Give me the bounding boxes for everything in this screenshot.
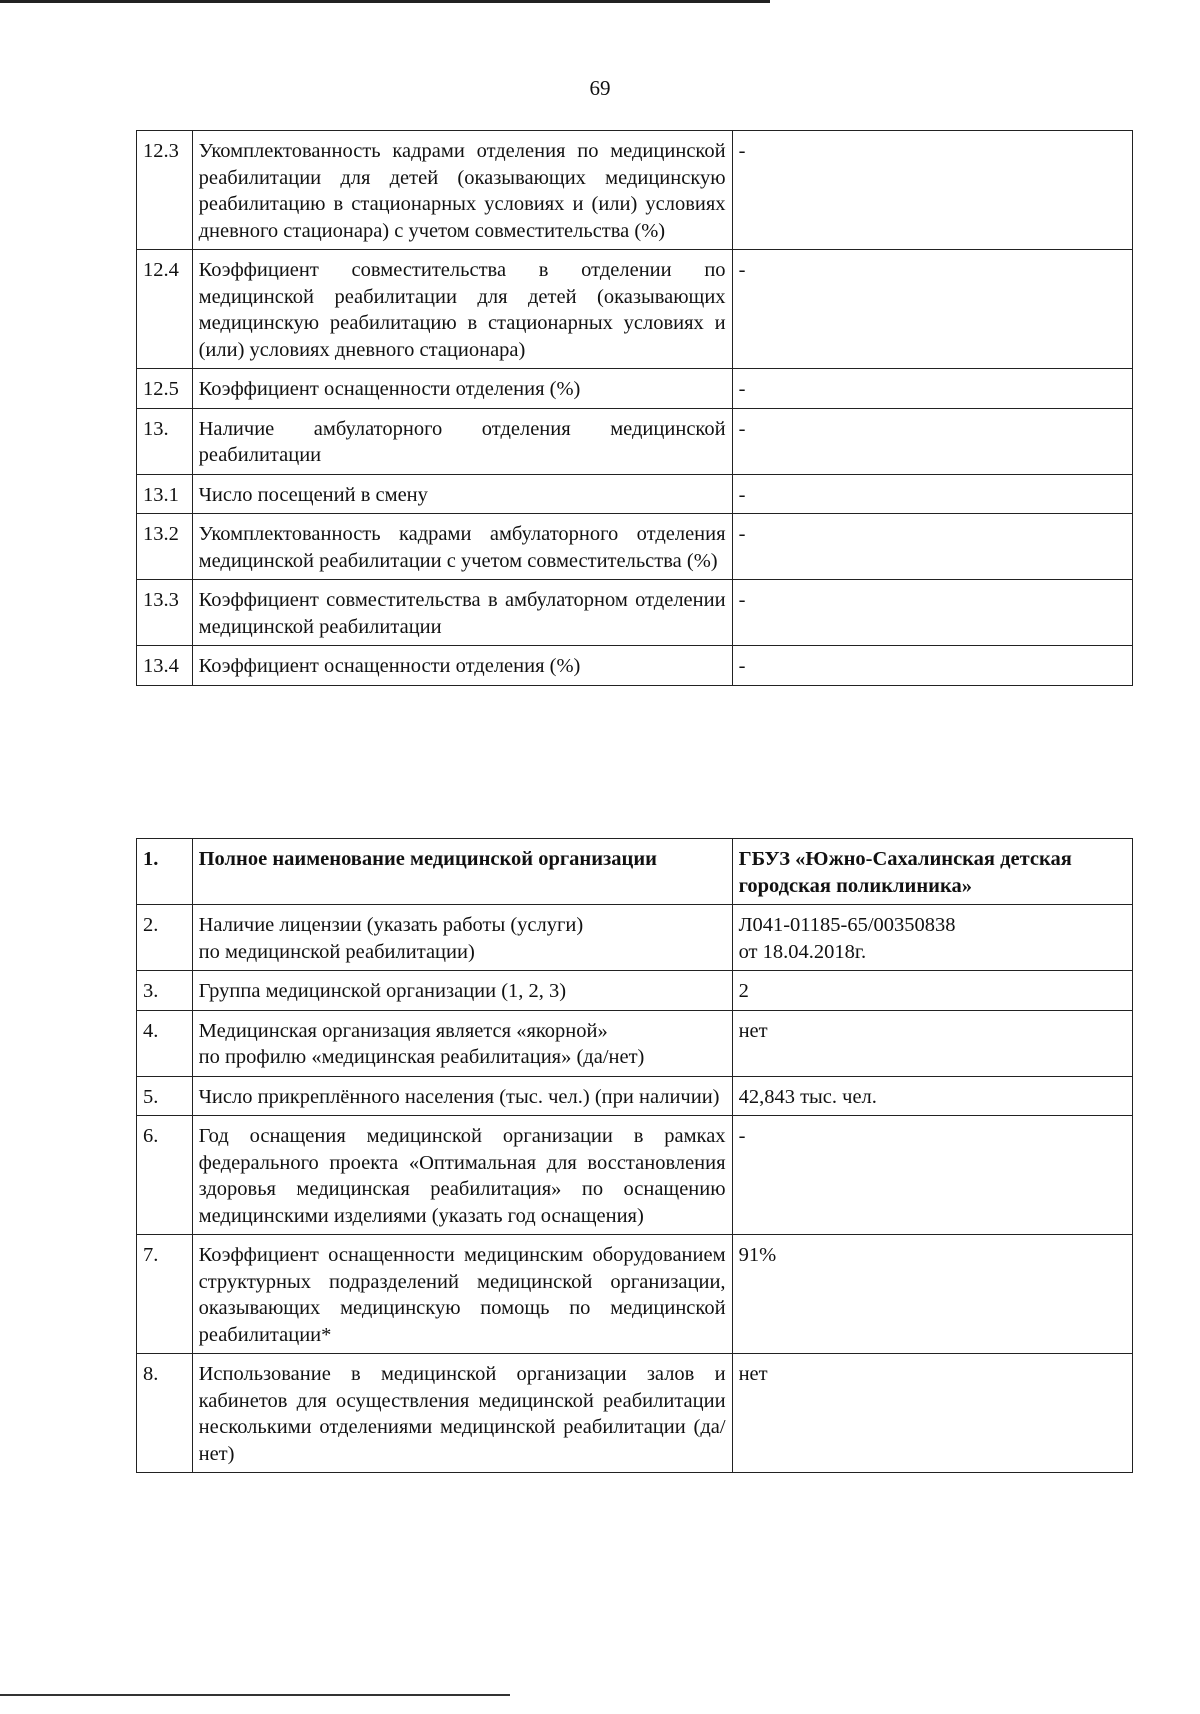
row-label: Укомплектованность кадрами амбулаторного отделения медицинской реабилитации с учетом совместительства (%) xyxy=(192,514,732,580)
row-number: 12.5 xyxy=(137,369,193,409)
row-label: Использование в медицинской организации залов и кабинетов для осуществления медицинской реабилитации несколькими отделениями медицинской реабилитации (да/нет) xyxy=(192,1354,732,1473)
table-row xyxy=(137,131,1133,250)
row-value: 42,843 тыс. чел. xyxy=(732,1076,1132,1116)
row-number: 13.2 xyxy=(137,514,193,580)
row-value: - xyxy=(732,514,1132,580)
row-number: 12.4 xyxy=(137,250,193,369)
row-label: Коэффициент оснащенности медицинским оборудованием структурных подразделений медицинской организации, оказывающих медицинскую помощь по медицинской реабилитации* xyxy=(192,1235,732,1354)
row-number: 13.3 xyxy=(137,580,193,646)
row-label: Полное наименование медицинской организации xyxy=(192,839,732,905)
top-scan-rule xyxy=(0,0,770,3)
row-label: Число прикреплённого населения (тыс. чел.) (при наличии) xyxy=(192,1076,732,1116)
row-value: - xyxy=(732,131,1132,250)
row-number: 12.3 xyxy=(137,131,193,250)
row-value: - xyxy=(732,408,1132,474)
row-number: 8. xyxy=(137,1354,193,1473)
row-number: 13.4 xyxy=(137,646,193,686)
row-value: - xyxy=(732,369,1132,409)
page-number: 69 xyxy=(589,76,611,100)
table-row xyxy=(137,369,1133,409)
license-number: Л041-01185-65/00350838 от 18.04.2018г. xyxy=(732,905,1132,971)
row-label: Укомплектованность кадрами отделения по медицинской реабилитации для детей (оказывающих медицинскую реабилитацию в стационарных условиях и (или) условиях дневного стационара) с учетом совместительства (%) xyxy=(192,131,732,250)
row-value: 2 xyxy=(732,971,1132,1011)
row-value: - xyxy=(732,580,1132,646)
row-label: Коэффициент оснащенности отделения (%) xyxy=(192,369,732,409)
row-value: - xyxy=(732,1116,1132,1235)
table-row xyxy=(137,971,1133,1011)
row-number: 7. xyxy=(137,1235,193,1354)
row-label: Коэффициент совместительства в амбулаторном отделении медицинской реабилитации xyxy=(192,580,732,646)
row-number: 5. xyxy=(137,1076,193,1116)
row-number: 2. xyxy=(137,905,193,971)
row-number: 1. xyxy=(137,839,193,905)
row-value: - xyxy=(732,646,1132,686)
rehab-indicators-table xyxy=(136,130,1133,686)
row-number: 13.1 xyxy=(137,474,193,514)
row-value: нет xyxy=(732,1354,1132,1473)
table-row xyxy=(137,580,1133,646)
row-label: Год оснащения медицинской организации в рамках федерального проекта «Оптимальная для восстановления здоровья медицинская реабилитация» по оснащению медицинскими изделиями (указать год оснащения) xyxy=(192,1116,732,1235)
table-row xyxy=(137,1116,1133,1235)
row-label: Коэффициент совместительства в отделении по медицинской реабилитации для детей (оказывающих медицинскую реабилитацию в стационарных условиях и (или) условиях дневного стационара) xyxy=(192,250,732,369)
table-row xyxy=(137,646,1133,686)
row-value: - xyxy=(732,250,1132,369)
table-row xyxy=(137,514,1133,580)
organization-name: ГБУЗ «Южно-Сахалинская детская городская поликлиника» xyxy=(732,839,1132,905)
row-number: 13. xyxy=(137,408,193,474)
table-row xyxy=(137,1010,1133,1076)
table-row xyxy=(137,905,1133,971)
organization-info-table xyxy=(136,838,1133,1473)
row-label: Медицинская организация является «якорной» по профилю «медицинская реабилитация» (да/нет) xyxy=(192,1010,732,1076)
row-number: 6. xyxy=(137,1116,193,1235)
table-row xyxy=(137,474,1133,514)
row-label: Группа медицинской организации (1, 2, 3) xyxy=(192,971,732,1011)
row-label: Наличие амбулаторного отделения медицинской реабилитации xyxy=(192,408,732,474)
row-value: 91% xyxy=(732,1235,1132,1354)
row-number: 3. xyxy=(137,971,193,1011)
bottom-scan-rule xyxy=(0,1694,510,1696)
row-label: Коэффициент оснащенности отделения (%) xyxy=(192,646,732,686)
row-number: 4. xyxy=(137,1010,193,1076)
table-row xyxy=(137,1235,1133,1354)
row-value: - xyxy=(732,474,1132,514)
row-label: Число посещений в смену xyxy=(192,474,732,514)
table-header-row xyxy=(137,839,1133,905)
table-row xyxy=(137,250,1133,369)
table-row xyxy=(137,408,1133,474)
row-value: нет xyxy=(732,1010,1132,1076)
table-row xyxy=(137,1076,1133,1116)
row-label: Наличие лицензии (указать работы (услуги) по медицинской реабилитации) xyxy=(192,905,732,971)
table-row xyxy=(137,1354,1133,1473)
